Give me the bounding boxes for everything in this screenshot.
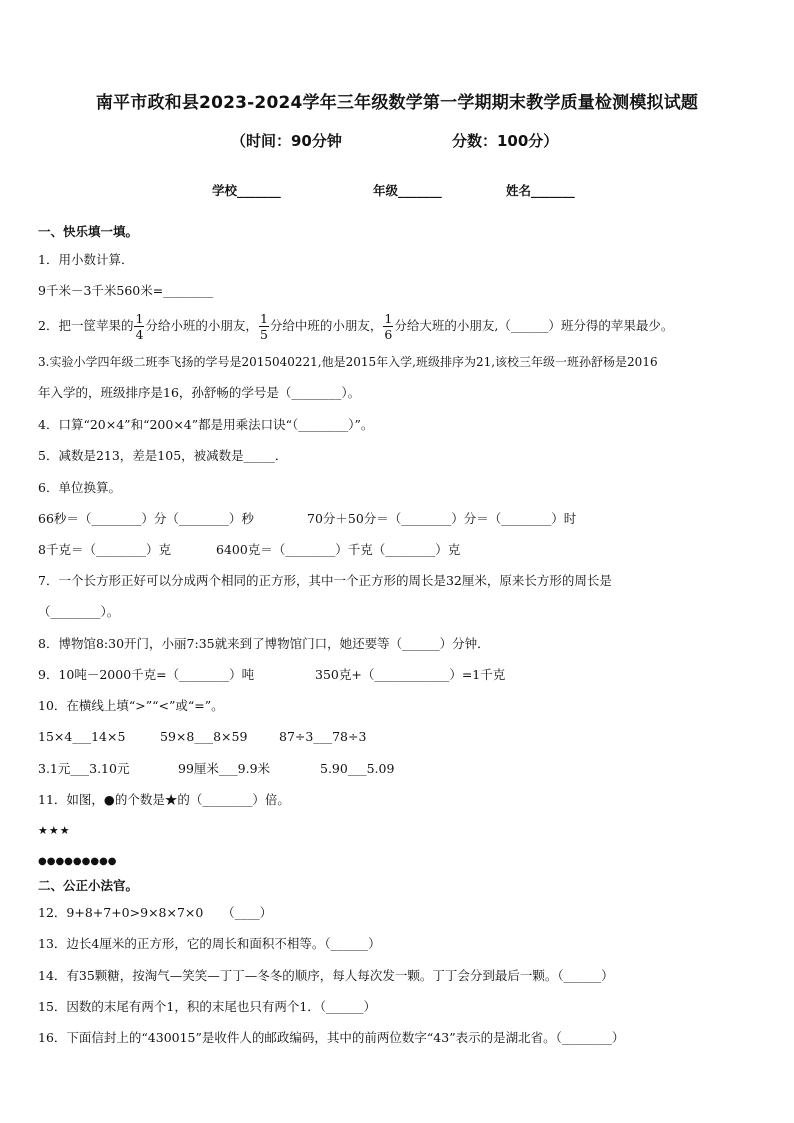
question-3-line1: 3.实验小学四年级二班李飞扬的学号是2015040221,他是2015年入学,班级排序为21,该校三年级一班孙舒杨是2016: [38, 355, 658, 369]
fraction-numerator: 1: [384, 311, 393, 326]
total-score: 分数：100分）: [452, 132, 559, 150]
question-6b: 70分＋50分＝（________）分＝（________）时: [307, 511, 577, 526]
fraction-denominator: 6: [384, 327, 393, 342]
fraction-numerator: 1: [135, 311, 144, 326]
question-10: 10．在横线上填“>”“<”或“=”。: [38, 698, 224, 713]
page-title: 南平市政和县2023-2024学年三年级数学第一学期期末教学质量检测模拟试题: [95, 93, 699, 113]
fraction-one-quarter: [134, 311, 144, 342]
exam-meta: [0, 130, 794, 152]
question-3-line2: 年入学的，班级排序是16，孙舒畅的学号是（________）。: [38, 385, 361, 400]
compare-item: 99厘米___9.9米: [178, 761, 271, 776]
question-15: 15．因数的末尾有两个1，积的末尾也只有两个1．（______）: [38, 999, 377, 1014]
question-4: 4．口算“20×4”和“200×4”都是用乘法口诀“（________）”。: [38, 417, 374, 432]
question-6c: 8千克＝（________）克: [38, 542, 171, 557]
question-1: 1．用小数计算．: [38, 252, 134, 267]
question-5: 5．减数是213，差是105，被减数是_____．: [38, 448, 288, 463]
question-12: 12．9+8+7+0>9×8×7×0 （____）: [38, 905, 273, 920]
question-8: 8．博物馆8:30开门，小丽7:35就来到了博物馆门口，她还要等（______）分钟．: [38, 636, 490, 651]
compare-item: 87÷3___78÷3: [279, 729, 367, 744]
name-field[interactable]: 姓名_______: [506, 183, 575, 198]
compare-item: 15×4___14×5: [38, 729, 126, 744]
compare-item: 59×8___8×59: [160, 729, 248, 744]
question-2-part4: 分给大班的小朋友,（______）班分得的苹果最少。: [394, 318, 674, 333]
compare-item: 5.90___5.09: [320, 761, 395, 776]
question-6d: 6400克＝（________）千克（________）克: [216, 542, 461, 557]
question-13: 13．边长4厘米的正方形，它的周长和面积不相等。（______）: [38, 936, 381, 951]
question-2: [38, 310, 673, 342]
section-heading-fill: 一、快乐填一填。: [38, 224, 139, 239]
grade-field[interactable]: 年级_______: [373, 183, 442, 198]
question-7-line2: （________）。: [38, 604, 120, 619]
fraction-numerator: 1: [259, 311, 268, 326]
question-2-part1: 2．把一筐苹果的: [38, 318, 134, 333]
section-heading-judge: 二、公正小法官。: [38, 878, 139, 893]
question-16: 16．下面信封上的“430015”是收件人的邮政编码，其中的前两位数字“43”表示的是湖北省。（________）: [38, 1030, 625, 1045]
question-1-expression: 9千米－3千米560米=________: [38, 283, 214, 298]
fraction-one-sixth: [383, 311, 393, 342]
dot-icon-row: ●●●●●●●●●: [38, 856, 117, 867]
student-info: [0, 181, 794, 201]
time-limit: （时间：90分钟: [231, 132, 342, 150]
fraction-denominator: 5: [259, 327, 268, 342]
question-6a: 66秒＝（________）分（________）秒: [38, 511, 254, 526]
question-7-line1: 7．一个长方形正好可以分成两个相同的正方形，其中一个正方形的周长是32厘米，原来长方形的周长是: [38, 573, 612, 588]
fraction-denominator: 4: [135, 327, 144, 342]
compare-item: 3.1元___3.10元: [38, 761, 130, 776]
school-field[interactable]: 学校_______: [212, 183, 281, 198]
question-2-part3: 分给中班的小朋友，: [269, 318, 383, 333]
question-2-part2: 分给小班的小朋友，: [145, 318, 258, 333]
question-6: 6．单位换算。: [38, 480, 121, 495]
fraction-one-fifth: [259, 311, 269, 342]
question-9b: 350克+（____________）=1千克: [315, 667, 506, 682]
star-icon-row: ★★★: [38, 824, 71, 837]
question-11: 11．如图，●的个数是★的（________）倍。: [38, 792, 290, 807]
question-14: 14．有35颗糖，按淘气—笑笑—丁丁—冬冬的顺序，每人每次发一颗。丁丁会分到最后一颗。（______）: [38, 968, 614, 983]
question-9a: 9．10吨－2000千克=（________）吨: [38, 667, 255, 682]
